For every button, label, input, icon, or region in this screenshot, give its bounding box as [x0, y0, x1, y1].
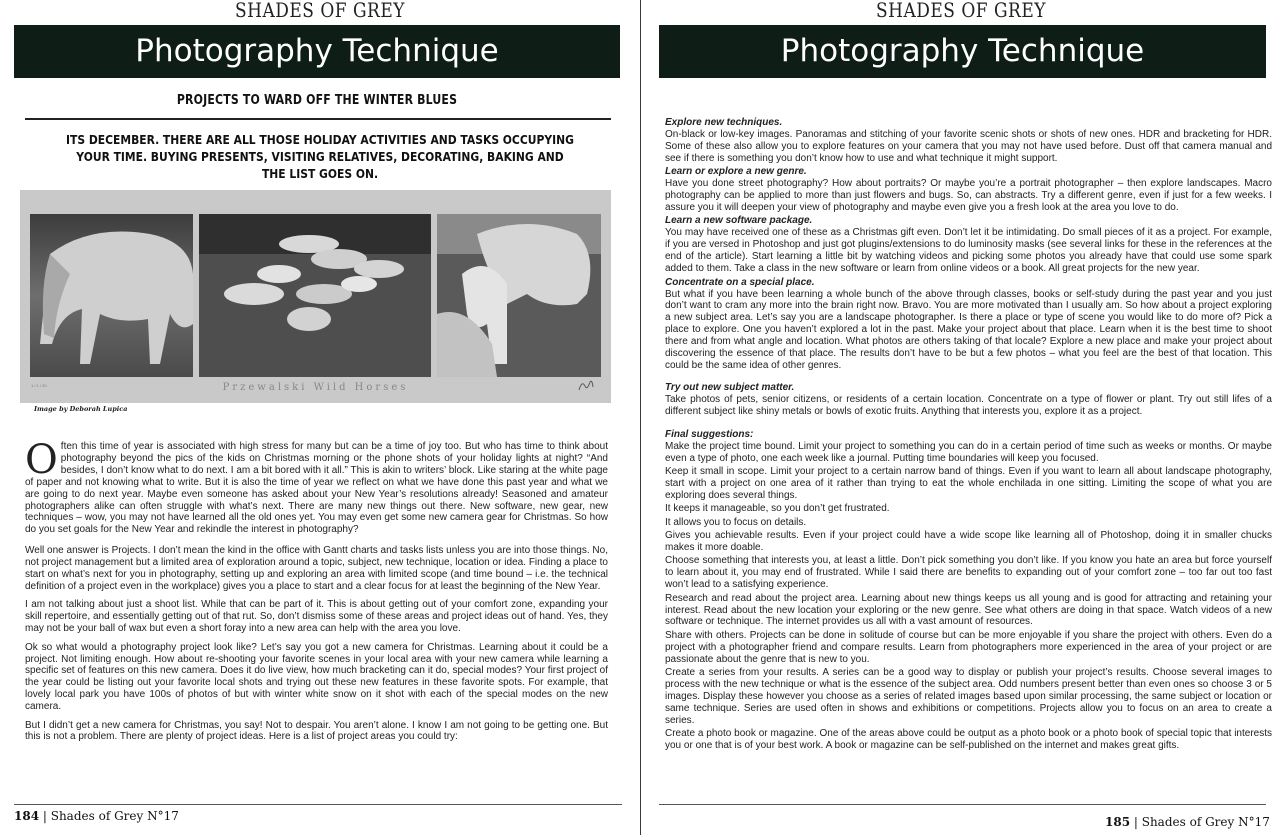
image-credit: Image by Deborah Lupica	[34, 405, 128, 413]
section-heading: Explore new techniques.	[665, 117, 783, 128]
folio-magazine: Shades of Grey N°17	[50, 809, 179, 823]
horse-photo-1	[30, 214, 193, 377]
article-body-left	[25, 437, 608, 750]
footer-rule	[659, 804, 1266, 805]
page-number: 185	[1105, 815, 1131, 829]
paragraph-1	[25, 437, 608, 536]
final-paragraph: Gives you achievable results. Even if your project could have a wide scope like learning all of Photoshop, doing it in smaller chucks makes it more doable.	[665, 530, 1272, 553]
article-body-right	[665, 117, 1272, 753]
final-paragraph: Choose something that interests you, at least a little. Don’t pick something you don’t like. If you know you hate an area but force yourself to learn about it, you may end of frustrated. While I said there are benefits to expanding out of your comfort zone – too far out too fast won’t lead to a satisfying experience.	[665, 555, 1272, 591]
final-paragraph: Keep it small in scope. Limit your project to a certain narrow band of things. Even if you want to learn all about landscape photography, start with a project on one area of it rather than trying to eat the whole enchilada in one sitting. Limiting the scope of what you are exploring does several things.	[665, 466, 1272, 501]
final-paragraph: Create a photo book or magazine. One of the areas above could be output as a photo book or a photo book of special topic that interests you or one that is of your best work. A book or magazine can be self-published on the internet and makes great gifts.	[665, 728, 1272, 751]
magazine-name: SHADES OF GREY	[876, 0, 1046, 23]
folio-right	[1105, 815, 1270, 829]
section-heading: Try out new subject matter.	[665, 382, 795, 394]
article-lead: ITS DECEMBER. THERE ARE ALL THOSE HOLIDAY ACTIVITIES AND TASKS OCCUPYING YOUR TIME. BUYING PRESENTS, VISITING RELATIVES, DECORATING, BAKING AND THE LIST GOES ON.	[66, 132, 574, 181]
paragraph-2: Well one answer is Projects. I don’t mean the kind in the office with Gantt charts and tasks lists unless you are into those things. No, not project management but a limited area of exploration around a topic, subject, new technique, location or idea. Finding a place to start on what’s next for you in photography, setting up and exploring an area with limited scope (and time bound – i.e. the technical definition of a project even in the workplace) gives you a place to start and a clear focus for at least the beginning of the New Year.	[25, 545, 608, 592]
photo-frame	[20, 190, 611, 403]
section-banner: Photography Technique	[659, 25, 1266, 78]
paragraph-1-text: ften this time of year is associated with high stress for many but can be a time of joy too. But who has time to think about photography beyond the pics of the kids on Christmas morning or the phone shots of your holiday lights at night? “And besides, I don’t know what to do next. I am a bit bored with it all.” This is akin to writers’ block. Like staring at the white page of paper and not knowing what to write. But it is also the time of year we reflect on what we have done this past year and what we are going to do next year. Maybe even someone has asked about your New Year’s resolutions already! Seasoned and amateur photographers alike can often struggle with what’s next. There are many new things out there. New software, new gear, new techniques – wow, you may not have learned all the old ones yet. You may even get some new camera gear for Christmas. So how do you set goals for the New Year and rekindle the interest in photography?	[25, 441, 608, 536]
title-rule	[25, 118, 611, 120]
horse-photo-3	[437, 214, 601, 377]
section-text: Have you done street photography? How about portraits? Or maybe you’re a portrait photographer – then explore landscapes. Macro photography can be applied to more than just flowers and bugs. So, can abstracts. Try a different genre, even if just for a few weeks. I assure you it will deepen your view of photography and maybe even give you a fresh look at the area you love to do.	[665, 178, 1272, 214]
folio-separator: |	[1130, 815, 1142, 829]
section-heading: Learn or explore a new genre.	[665, 166, 807, 178]
final-paragraph: It keeps it manageable, so you don’t get frustrated.	[665, 503, 890, 515]
section-text: On-black or low-key images. Panoramas and stitching of your favorite scenic shots or shots of new ones. HDR and bracketing for HDR. Some of these also allow you to explore features on your camera that you may not have used before. Dust off that camera manual and see if there is something you don’t know how to use and what technique it might support.	[665, 129, 1272, 164]
section-item	[665, 382, 1272, 418]
section-text: You may have received one of these as a Christmas gift even. Don’t let it be intimidating. Do small pieces of it as a project. For example, if you are versed in Photoshop and just got plugins/extensions to do luminosity masks (see several links for these in the references at the end of the article). Start learning a little bit by watching videos and picking some photos you already have that could use some spark added to them. Take a class in the new software or learn from online videos or a book. All great projects for the new year.	[665, 227, 1272, 275]
section-item	[665, 117, 1272, 165]
section-heading: Concentrate on a special place.	[665, 276, 815, 288]
page-spine	[640, 0, 641, 835]
paragraph-4: Ok so what would a photography project look like? Let’s say you got a new camera for Christmas. Learning about it could be a project. Not limiting enough. How about re-shooting your favorite scenes in your local area with your new camera while learning a specific set of features on this new camera. Does it do live view, how much bracketing can it do, special modes? Your first project of the year could be listing out your favorite local shots and trying out these new features in these favorite spots. For example, that lovely local park you have 100s of photos of but with winter white snow on it shot with each of the special modes on the new camera.	[25, 641, 608, 713]
article-title: PROJECTS TO WARD OFF THE WINTER BLUES	[176, 92, 458, 108]
final-heading: Final suggestions:	[665, 428, 754, 440]
section-item	[665, 166, 1272, 214]
page-number: 184	[14, 809, 40, 823]
folio-magazine: Shades of Grey N°17	[1141, 815, 1270, 829]
final-paragraph: Create a series from your results. A series can be a good way to display or publish your project’s results. Choose several images to process with the new technique or what is the essence of the subject area. Odd numbers present better than even ones so choose 3 or 5 images. Display these however you choose as a series of related images based upon similar processing, the same subject or location or same technique. Series are used often in shows and exhibitions or competitions. Projects allow you to focus on an area to create a series.	[665, 667, 1272, 726]
section-heading: Learn a new software package.	[665, 215, 813, 227]
section-text: Take photos of pets, senior citizens, or residents of a certain location. Concentrate on a type of flower or plant. Try out still lifes of a different subject like shiny metals or bowls of exotic fruits. Anything that interests you, explore it as a project.	[665, 394, 1272, 418]
signature-icon	[576, 378, 596, 394]
folio-separator: |	[39, 809, 51, 823]
section-item	[665, 277, 1272, 372]
horse-photo-2	[199, 214, 431, 377]
drop-cap: O	[25, 437, 58, 483]
right-page	[642, 0, 1280, 835]
magazine-name: SHADES OF GREY	[235, 0, 405, 23]
final-paragraph: Make the project time bound. Limit your project to something you can do in a certain period of time such as weeks or months. Or maybe even a type of photo, one each week like a journal. Putting time boundaries will keep you focused.	[665, 440, 1272, 464]
photo-caption: Przewalski Wild Horses	[222, 382, 409, 393]
final-paragraph: Share with others. Projects can be done in solitude of course but can be more enjoyable if you share the project with others. Even do a project with a photographer friend and compare results. Learn from photographers more experienced in the area of your project or are passionate about the genre that is new to you.	[665, 629, 1272, 665]
section-item	[665, 215, 1272, 275]
final-suggestions	[665, 429, 1272, 752]
footer-rule	[14, 804, 622, 805]
paragraph-5: But I didn’t get a new camera for Christmas, you say! Not to despair. You aren’t alone. I know I am not going to be getting one. But this is not a problem. There are plenty of project ideas. Here is a list of project areas you could try:	[25, 719, 608, 743]
folio-left	[14, 809, 179, 823]
photo-mark: 1 / 1 / 20	[31, 383, 47, 388]
paragraph-3: I am not talking about just a shoot list. While that can be part of it. This is about getting out of your comfort zone, expanding your skill repertoire, and essentially getting out of that rut. So, don’t dismiss some of these areas and project ideas out of hand. Yes, they may not be your ball of wax but even a short foray into a new area can help with the area you love.	[25, 599, 608, 635]
final-paragraph: Research and read about the project area. Learning about new things keeps us all young and is good for attracting and retaining your interest. Read about the new location your exploring or the new genre. See what others are doing in that space. Watch videos of a new software or technique. The internet provides us all with a vast amount of resources.	[665, 592, 1272, 628]
section-banner: Photography Technique	[14, 25, 620, 78]
section-text: But what if you have been learning a whole bunch of the above through classes, books or self-study during the past year and you just don’t want to cram any more into the brain right now. Bravo. You are more motivated than I usually am. So how about a project exploring a new subject area. Let’s say you are a landscape photographer. Is there a place or type of scene you would like to do more of? Pick a place to explore. One you haven’t explored a lot in the past. Make your project about that place. Learn when it is the best time to shoot there and from what angle and location. What photos are others taking of that locale? Explore a new place and make your project about discovering the essence of that place. The results don’t have to be but a few photos – what you feel are the best of that location. This could be the same idea of other genres.	[665, 288, 1272, 371]
final-paragraph: It allows you to focus on details.	[665, 516, 807, 528]
